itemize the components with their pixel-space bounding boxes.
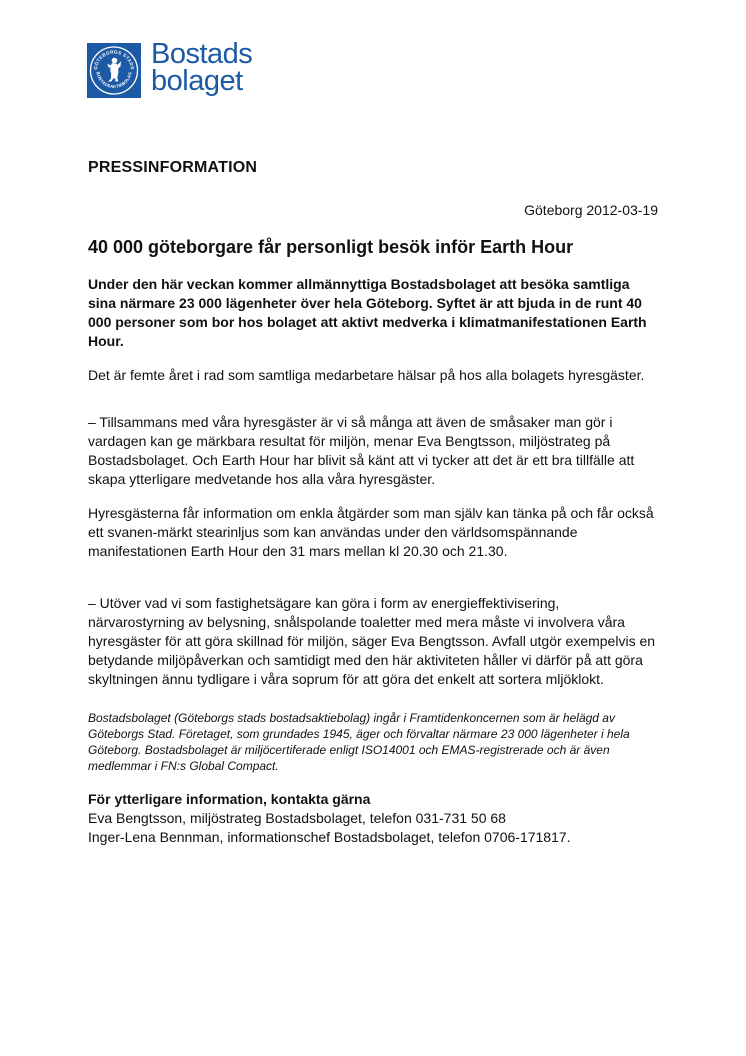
bostadsbolaget-seal-logo (87, 43, 141, 98)
seal-top-text: GÖTEBORGS STADS (92, 49, 136, 71)
seal-icon (87, 43, 141, 98)
seal-bottom-text: BOSTADSAKTIEBOLAG (95, 71, 133, 90)
body-paragraph-1: Det är femte året i rad som samtliga medarbetare hälsar på hos alla bolagets hyresgäster. (88, 367, 645, 383)
contact-line: Eva Bengtsson, miljöstrateg Bostadsbolaget, telefon 031-731 50 68 (88, 810, 506, 826)
logo-wordmark-line1: Bostads (151, 38, 253, 70)
logo-wordmark (151, 38, 253, 97)
contact-heading: För ytterligare information, kontakta gärna (88, 791, 371, 807)
body-paragraph-3: Hyresgästerna får information om enkla åtgärder som man själv kan tänka på och får också ett svanen-märkt stearinljus som kan användas under den världsomspännande manifestationen Earth Hour den 31 mars mellan kl 20.30 och 21.30. (88, 505, 654, 559)
document-type-label: PRESSINFORMATION (88, 159, 258, 176)
boilerplate-paragraph: Bostadsbolaget (Göteborgs stads bostadsaktiebolag) ingår i Framtidenkoncernen som är helägd av Göteborgs Stad. Företaget, som grundades 1945, äger och förvaltar närmare 23 000 lägenheter i hela Göteborg. Bostadsbolaget är miljöcertiferade enligt ISO14001 och EMAS-registrerade och är även medlemmar i FN:s Global Compact. (88, 711, 630, 773)
dateline: Göteborg 2012-03-19 (524, 202, 658, 218)
contact-line: Inger-Lena Bennman, informationschef Bostadsbolaget, telefon 0706-171817. (88, 829, 571, 845)
body-paragraph-2: – Tillsammans med våra hyresgäster är vi så många att även de småsaker man gör i vardagen kan ge märkbara resultat för miljön, menar Eva Bengtsson, miljöstrateg på Bostadsbolaget. Och Earth Hour har blivit så känt att vi tycker att det är ett bra tillfälle att skapa ytterligare medvetande hos alla våra hyresgäster. (88, 414, 635, 487)
headline: 40 000 göteborgare får personligt besök inför Earth Hour (88, 237, 574, 257)
logo-wordmark-line2: bolaget (151, 65, 243, 97)
lead-paragraph: Under den här veckan kommer allmännyttiga Bostadsbolaget att besöka samtliga sina närmare 23 000 lägenheter över hela Göteborg. Syftet är att bjuda in de runt 40 000 personer som bor hos bolaget att aktivt medverka i klimatmanifestationen Earth Hour. (88, 276, 647, 349)
body-paragraph-4: – Utöver vad vi som fastighetsägare kan göra i form av energieffektivisering, närvarostyrning av belysning, snålspolande toaletter med mera måste vi involvera våra hyresgäster för att göra skillnad för miljön, säger Eva Bengtsson. Avfall utgör exempelvis en betydande miljöpåverkan och samtidigt med den här aktiviteten håller vi därför på att göra skyltningen ännu tydligare i våra soprum för att göra det enkelt att sortera mljöklokt. (88, 595, 656, 687)
